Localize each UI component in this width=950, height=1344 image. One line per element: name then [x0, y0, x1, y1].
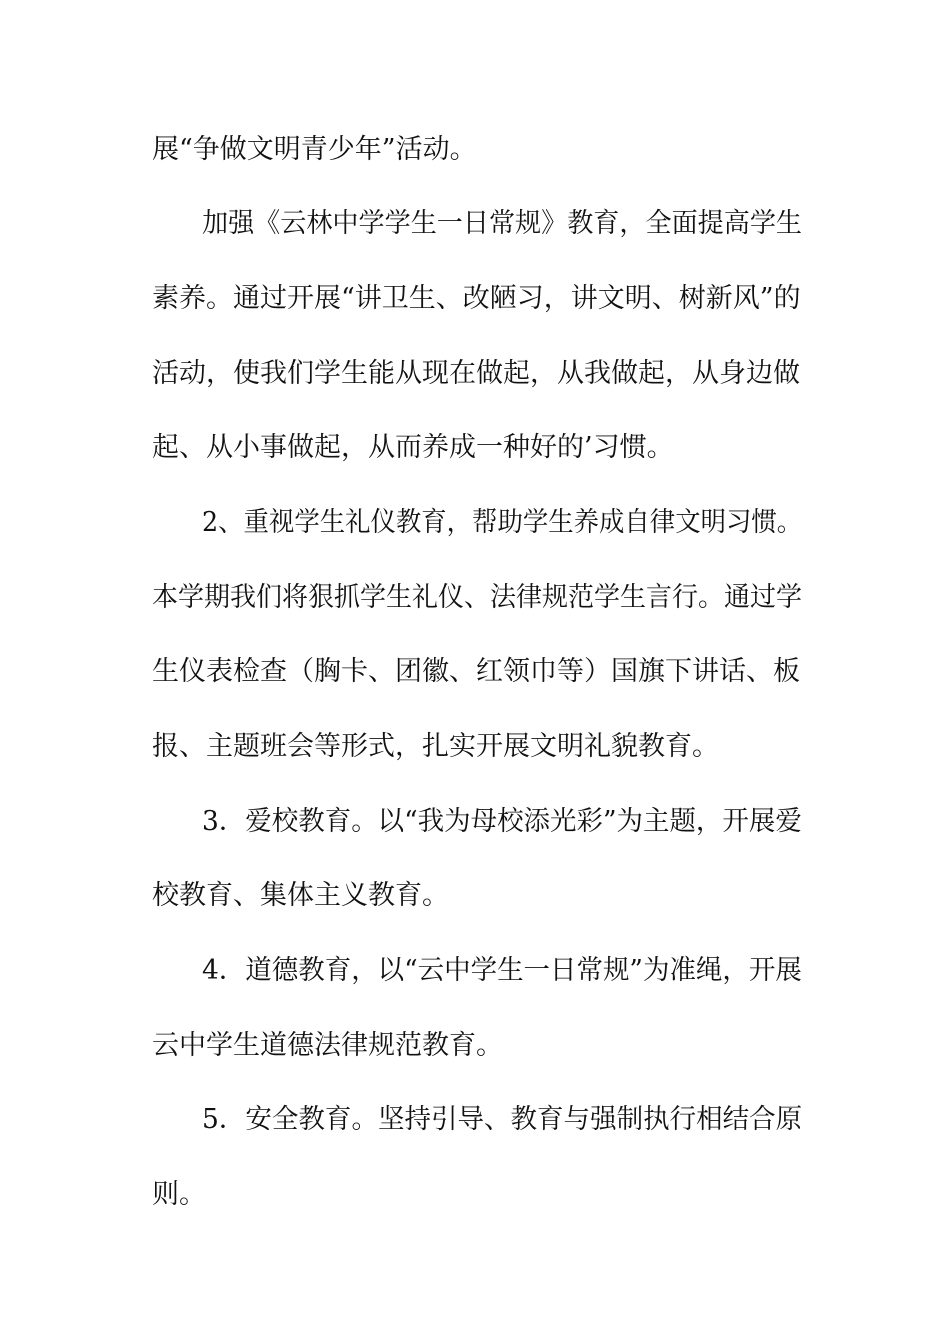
text-line: 起、从小事做起，从而养成一种好的’习惯。 [152, 432, 674, 463]
text-line: 素养。通过开展“讲卫生、改陋习，讲文明、树新风”的 [152, 283, 801, 314]
text-line: 4．道德教育，以“云中学生一日常规”为准绳，开展 [202, 955, 802, 986]
text-line: 报、主题班会等形式，扎实开展文明礼貌教育。 [152, 731, 719, 762]
text-line: 加强《云林中学学生一日常规》教育，全面提高学生 [202, 208, 803, 239]
text-line: 本学期我们将狠抓学生礼仪、法律规范学生言行。通过学 [152, 582, 803, 613]
text-line: 2、重视学生礼仪教育，帮助学生养成自律文明习惯。 [202, 507, 803, 538]
text-line: 云中学生道德法律规范教育。 [152, 1030, 503, 1061]
text-line: 则。 [152, 1179, 206, 1210]
text-line: 3．爱校教育。以“我为母校添光彩”为主题，开展爱 [202, 806, 802, 837]
text-line: 活动，使我们学生能从现在做起，从我做起，从身边做 [152, 358, 800, 389]
text-line: 5．安全教育。坚持引导、教育与强制执行相结合原 [202, 1104, 803, 1135]
text-line: 生仪表检查（胸卡、团徽、红领巾等）国旗下讲话、板 [152, 656, 800, 687]
text-line: 校教育、集体主义教育。 [152, 880, 449, 911]
text-line: 展“争做文明青少年”活动。 [152, 134, 477, 165]
